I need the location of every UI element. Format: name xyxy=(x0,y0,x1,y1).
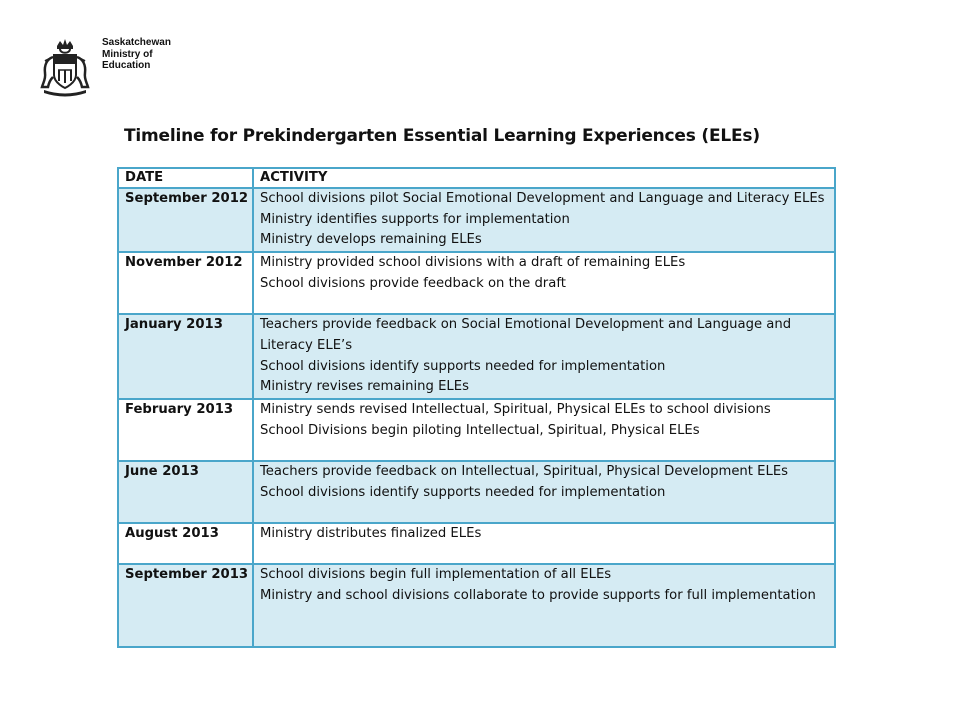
row-activities xyxy=(253,252,835,314)
ministry-name-line-2: Ministry of xyxy=(102,48,153,60)
activity-item: Ministry sends revised Intellectual, Spiritual, Physical ELEs to school divisions xyxy=(260,401,771,417)
table-row xyxy=(118,461,835,523)
ministry-name-line-1: Saskatchewan xyxy=(102,37,171,48)
row-activities xyxy=(253,523,835,564)
activity-item: Ministry revises remaining ELEs xyxy=(260,379,469,395)
activity-item: School divisions begin full implementation of all ELEs xyxy=(260,566,612,582)
saskatchewan-crest-logo xyxy=(40,37,90,97)
activity-item: Ministry and school divisions collaborate to provide supports for full implementation xyxy=(260,587,816,603)
row-date: August 2013 xyxy=(118,523,253,564)
table-row xyxy=(118,399,835,461)
activity-item: School divisions identify supports needed for implementation xyxy=(260,358,666,374)
activity-column-header: ACTIVITY xyxy=(253,168,835,188)
timeline-table xyxy=(117,167,836,648)
activity-item: Teachers provide feedback on Social Emotional Development and Language and Literacy ELE’s xyxy=(260,317,792,353)
table-header-row xyxy=(118,168,835,188)
date-column-header: DATE xyxy=(118,168,253,188)
activity-item: Ministry provided school divisions with a draft of remaining ELEs xyxy=(260,255,686,271)
activity-item: School divisions provide feedback on the draft xyxy=(260,275,566,291)
row-date: November 2012 xyxy=(118,252,253,314)
row-date: September 2013 xyxy=(118,564,253,647)
row-date: June 2013 xyxy=(118,461,253,523)
table-row xyxy=(118,314,835,399)
table-row xyxy=(118,564,835,647)
ministry-name xyxy=(102,37,171,72)
ministry-header xyxy=(40,37,240,99)
row-activities xyxy=(253,461,835,523)
activity-item: Teachers provide feedback on Intellectual, Spiritual, Physical Development ELEs xyxy=(260,463,789,479)
row-date: September 2012 xyxy=(118,188,253,252)
row-activities xyxy=(253,399,835,461)
table-row xyxy=(118,252,835,314)
ministry-name-line-3: Education xyxy=(102,60,151,71)
activity-item: School divisions pilot Social Emotional Development and Language and Literacy ELEs xyxy=(260,191,825,206)
activity-item: School Divisions begin piloting Intellectual, Spiritual, Physical ELEs xyxy=(260,422,700,438)
row-date: January 2013 xyxy=(118,314,253,399)
activity-item: Ministry develops remaining ELEs xyxy=(260,232,482,248)
table-row xyxy=(118,523,835,564)
activity-item: School divisions identify supports needed for implementation xyxy=(260,484,666,500)
activity-item: Ministry identifies supports for implementation xyxy=(260,211,570,227)
table-row xyxy=(118,188,835,252)
row-activities xyxy=(253,564,835,647)
row-date: February 2013 xyxy=(118,399,253,461)
document-title: Timeline for Prekindergarten Essential Learning Experiences (ELEs) xyxy=(124,126,760,146)
row-activities xyxy=(253,188,835,252)
activity-item: Ministry distributes finalized ELEs xyxy=(260,525,482,541)
row-activities xyxy=(253,314,835,399)
